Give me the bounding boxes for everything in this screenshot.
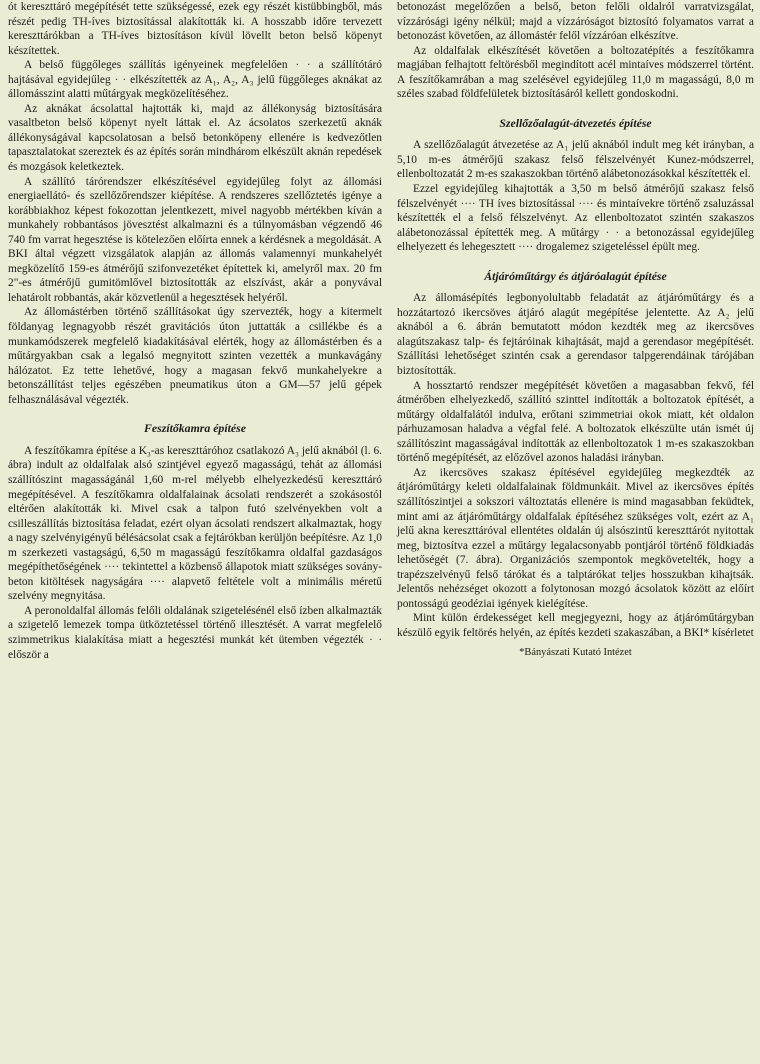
paragraph: Az aknákat ácsolattal hajtották ki, majd az állékonyság biztosítására vasaltbeton belső köpenyt nyelt láttak el. Az ácsolatos szerkezetű aknák állékonyságával kapcsolatosan a belső betonköpeny ellenére is kedvezőtlen tapasztalatokat szereztek és az építés során mindhárom elkészült aknán repedések és mozgások keletkeztek.	[8, 102, 382, 174]
left-text-column	[8, 0, 382, 662]
paragraph: Az állomásépítés legbonyolultabb feladatát az átjáróműtárgy és a hozzátartozó ikercsöves átjáró alagút megépítése jelentette. Az A₂ jelű aknából a 6. ábrán bemutatott módon kezdték meg az ikercsöves alagútszakasz talp- és fejtáróinak kihajtását, majd a gerendasor megépítését. Szállítási lehetőséget szintén csak a gerendasor talpgerendáinak tárójában biztosították.	[397, 292, 754, 378]
paragraph: Az ikercsöves szakasz építésével egyidejűleg megkezdték az átjáróműtárgy keleti oldalfalainak földmunkáit. Mivel az ikercsöves építés szállítószintjei a sokszori változtatás ellenére is mind magasabban feküdtek, mint ami az átjáróműtárgy oldalfalak építéséhez szükséges volt, ezért az A₁ jelű akna kereszttáróval ellentétes oldalán új alsószintű kereszttárót nyitottak meg, biztosítva ezzel a műtárgy legalacsonyabb pontjáról történő földkiadás lehetőségét (7. ábra). Organizációs szempontok megkövetelték, hogy a trapézszelvényű felső tárókat és a talptárókat teljes hosszukban kihajtsák. Jelentős nehézséget okozott a folytonosan mozgó ácsolatok között az előírt pontosságú geodéziai igények kielégítése.	[397, 466, 754, 610]
section-heading: Feszítőkamra építése	[144, 421, 246, 436]
paragraph: Mint külön érdekességet kell megjegyezni, hogy az átjáróműtárgyban készülő egyik feltörés helyén, az építés kezdeti szakaszában, a BKI* kísérletet	[397, 612, 754, 639]
section-heading: Szellőzőalagút-átvezetés építése	[499, 115, 652, 130]
paragraph: Ezzel egyidejűleg kihajtották a 3,50 m belső átmérőjű szakasz felső félszelvényét ···· TH íves biztosítással ···· és mintaívekre történő zsaluzással készítették el a felső félszelvényt. Az ellenboltozatot szintén szakaszos alábetonozással építették meg. A műtárgy · · a betonozással egyidejűleg elhelyezett és lehegesztett ···· drogalemez szigeteléssel épült meg.	[397, 183, 754, 254]
paragraph: A feszítőkamra építése a K₃-as kereszttáróhoz csatlakozó A₃ jelű aknából (l. 6. ábra) indult az oldalfalak alsó szintjével egyező magasságú, tehát az állomási szállítószint magasságánál 1,60 m-rel mélyebb elhelyezkedésű kereszttáró megépítésével. A feszítőkamra oldalfalainak ácsolati rendszerét a szokásostól eltérően alakították ki. Mivel csak a talpon futó szelvényekben volt a csilleszállítás biztosítása feladat, ezért olyan ácsolati rendszert alkalmaztak, hogy a nagy szelvényigényű bélésácsolat csak a fejtárókban kerüljön beépítésre. Az 1,0 m szerkezeti vastagságú, 6,50 m magasságú feszítőkamra oldalfal gazdaságos megépíthetőségének ···· tekintettel a közbenső állapotok miatt szükséges soványbeton kitöltések nagyságára ···· alapvető feltétele volt a minimális méretű szelvény megnyitása.	[8, 444, 382, 603]
section-heading: Átjáróműtárgy és átjáróalagút építése	[484, 268, 667, 283]
paragraph: A hossztartó rendszer megépítését követően a magasabban fekvő, fél átmérőben elhelyezkedő, szállító szinttel indították a boltozatok építését, a műtárgy oldalfalától indulva, erőtani szimmetriai okok miatt, két oldalon párhuzamosan haladva a végfal felé. A boltozatok elkészülte után ismét új szállítószint magasságával indították az ellenboltozatok 1 m-es szakaszokban történő megépítését, az előzővel azonos haladási irányban.	[397, 379, 754, 465]
paragraph: Az állomástérben történő szállításokat úgy szervezték, hogy a kitermelt földanyag legnagyobb részét gravitációs úton juttatták a csillékbe és a munkamódszerek megfelelő kiadakításával elérték, hogy az állomástérben és a műtárgyakban csak a legalsó megnyitott szinten vezették a munkavágány hálózatot. Ez tette lehetővé, hogy a magasan fekvő munkahelyekre a betonszállítást teljes egészében pneumatikus úton a GM—57 jelű gépek felhasználásával végezték.	[8, 306, 382, 406]
paragraph: A peronoldalfal állomás felőli oldalának szigetelésénél első ízben alkalmazták a szigetelő lemezek tompa ütköztetéssel történő illesztését. A varrat megfelelő szimmetrikus kialakítása miatt a hegesztési munkát két ütemben végezték · · először a	[8, 604, 382, 661]
right-text-column	[397, 0, 754, 661]
footnote: *Bányászati Kutató Intézet	[519, 647, 632, 659]
paragraph: betonozást megelőzően a belső, beton felőli oldalról varratvizsgálat, vízzárósági igény nélkül; majd a vízzáróságot biztosító folyamatos varrat a betonozást követően, az állomástér felől vízzáróan elkészítve.	[397, 1, 754, 43]
paragraph: A szellőzőalagút átvezetése az A₁ jelű aknából indult meg két irányban, a 5,10 m-es átmérőjű szakasz felső félszelvényét Kunez-módszerrel, ellenboltozatát 2 m-es szakaszokban történő alábetonozásokkal készítették el.	[397, 139, 754, 181]
paragraph: Az oldalfalak elkészítését követően a boltozatépítés a feszítőkamra magjában felhajtott feltörésből megindított acél mintaíves módszerrel történt. A feszítőkamrában a mag szelésével egyidejűleg 11,0 m magasságú, 8,0 m széles szabad földfelületek biztosításáról kellett gondoskodni.	[397, 44, 754, 101]
paragraph: ót kereszttáró megépítését tette szükségessé, ezek egy részét kistübbingből, más részét pedig TH-íves biztosítással alakították ki. A hosszabb időre tervezett kereszttárókban a TH-íves biztosításon kívül lövellt beton belső köpenyt készítettek.	[8, 1, 382, 57]
paragraph: A szállító tárórendszer elkészítésével egyidejűleg folyt az állomási energiaellátó- és szellőzőrendszer kiépítése. A rendszeres szellőztetés igénye a korábbiakhoz képest fokozottan jelentkezett, mivel nagyobb mértékben kíván a munkahely robbantásos jövesztést alkalmazni és a túlnyomásban végzendő 46 740 fm varrat hegesztése is kötelezően előírta ennek a kérdésnek a megoldását. A BKI által végzett vizsgálatok alapján az állomás valamennyi munkahelyét megközelítő 159-es átmérőjű szifonvezetéket építettek ki, amelyről max. 20 fm 2"-es átmérőjű gumitömlővel biztosították az elszívást, akár a ponyvával lehatárolt robbantás, akár közvetlenül a hegesztések helyéről.	[8, 175, 382, 304]
paragraph: A belső függőleges szállítás igényeinek megfelelően · · a szállítótáró hajtásával egyidejűleg · · elkészítették az A₁, A₂, A₃ jelű függőleges aknákat az állomásszint alatti műtárgyak megközelítéséhez.	[8, 59, 382, 101]
